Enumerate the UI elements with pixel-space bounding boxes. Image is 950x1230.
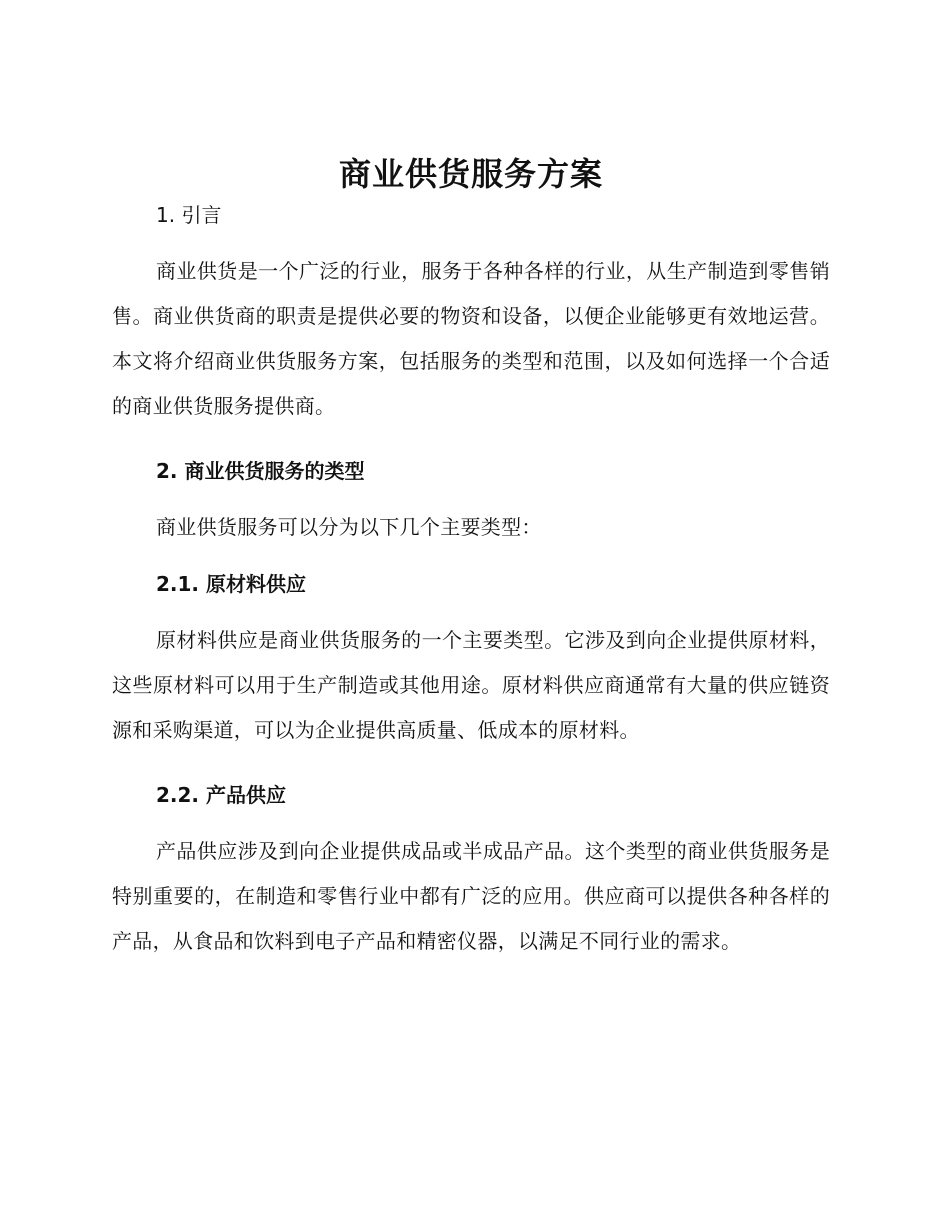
- paragraph-service-types: 商业供货服务可以分为以下几个主要类型：: [156, 515, 542, 539]
- section-heading-service-types: 2. 商业供货服务的类型: [156, 459, 365, 483]
- paragraph-products: 产品供应涉及到向企业提供成品或半成品产品。这个类型的商业供货服务是特别重要的，在制造和零售行业中都有广泛的应用。供应商可以提供各种各样的产品，从食品和饮料到电子产品和精密仪器，以满足不同行业的需求。: [112, 839, 830, 953]
- paragraph-raw-materials: 原材料供应是商业供货服务的一个主要类型。它涉及到向企业提供原材料，这些原材料可以用于生产制造或其他用途。原材料供应商通常有大量的供应链资源和采购渠道，可以为企业提供高质量、低成本的原材料。: [112, 628, 830, 742]
- document-page: [112, 150, 830, 964]
- section-heading-products: 2.2. 产品供应: [156, 783, 286, 807]
- section-heading-raw-materials: 2.1. 原材料供应: [156, 572, 306, 596]
- paragraph-introduction: 商业供货是一个广泛的行业，服务于各种各样的行业，从生产制造到零售销售。商业供货商的职责是提供必要的物资和设备，以便企业能够更有效地运营。本文将介绍商业供货服务方案，包括服务的类型和范围，以及如何选择一个合适的商业供货服务提供商。: [112, 259, 830, 418]
- section-heading-introduction: 1. 引言: [156, 203, 222, 227]
- document-title: 商业供货服务方案: [338, 155, 603, 193]
